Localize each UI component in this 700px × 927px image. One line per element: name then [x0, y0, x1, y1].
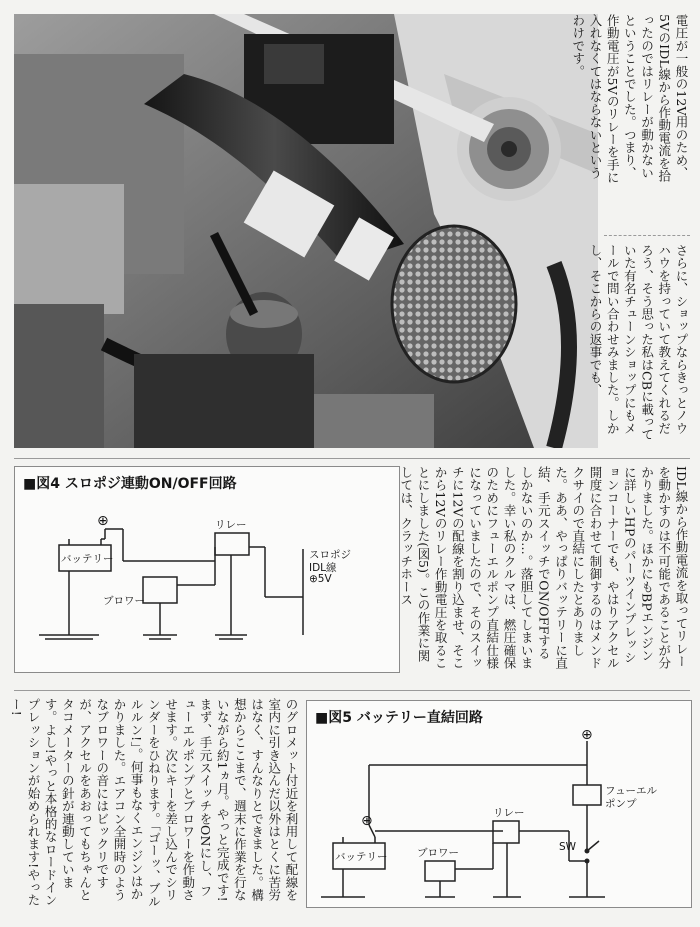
figure-5-title: ■図5 バッテリー直結回路 [315, 710, 483, 726]
figure-5-pump-line2: ポンプ [605, 798, 637, 810]
figure-4-sensor-line1: スロポジ [309, 549, 351, 561]
section-divider [14, 458, 690, 459]
figure-5-pump-line1: フューエル [605, 785, 657, 797]
engine-bay-photo [14, 14, 598, 448]
text-column-bottom: のグロメット付近を利用して配線を室内に引き込んだ以外はとくに苦労はなく、すんなりとできました。構想からここまで、週末に作業を行ないながら約1ヵ月。やっと完成です!まず、手元スイッチをONにし、フューエルポンプとブロワーを作動させます。次にキーを差し込んでシリンダーをひねります。「ゴーッ、ブルルルン!」。何事もなくエンジンはかかりました。エアコン全開時のようなブロワーの音にはビックリですが、アクセルをあおってもちゃんとタコメーターの針が連動しています。よし!やっと本格的なロードインプレッションが始められます!やったー! [8, 698, 299, 908]
text-column-top-right-2: さらに、ショップならきっとノウハウを持っていて教えてくれるだろう、そう思った私はCBに載っていた有名チューンショップにもメールで問い合わせみました。しかし、そこからの返事でも、 [587, 244, 689, 441]
figure-5-switch-label: SW [559, 841, 577, 853]
figure-4-circuit [15, 467, 399, 672]
engine-bay-illustration [14, 14, 598, 448]
section-divider-bottom [14, 690, 690, 691]
text-column-middle-right: IDL線から作動電流を取ってリレーを動かすのは不可能であることが分かりました。ほかにもBPエンジンに詳しいHPのパーツインプレッションコーナーでも、やはりアクセル開度に合わせて制御するのはメンドクサイので直結にしたとありました。ああ、やっぱりバッテリーに直結、手元スイッチでON/OFFするしかないのか…。落胆してしまいました。幸い私のクルマは、燃圧確保のためにフューエルポンプ直結仕様になっていましたので、そのスイッチに12Vの配線を割り込ませ、そこから12Vのリレー作動電圧を取ることにしました(図5)。この作業に関しては、クラッチホース [398, 466, 689, 670]
figure-4-sensor-line3: ⊕5V [309, 573, 332, 585]
figure-5-battery-label: バッテリー [335, 851, 388, 863]
figure-5-box [306, 700, 692, 908]
text-column-top-right-1: 電圧が一般の12V用のため、5VのIDL線から作動電流を拾ったのではリレーが動かないということでした。つまり、作動電圧が5Vのリレーを手に入れなくてはならないというわけです。 [570, 14, 689, 184]
figure-4-title: ■図4 スロポジ連動ON/OFF回路 [23, 476, 237, 492]
column-divider [604, 235, 690, 236]
figure-5-plus-top: ⊕ [581, 727, 593, 743]
figure-4-plus: ⊕ [97, 513, 109, 529]
figure-4-box [14, 466, 400, 673]
figure-5-plus-battery: ⊕ [361, 813, 373, 829]
figure-4-battery-label: バッテリー [61, 553, 114, 565]
figure-5-blower-label: ブロワー [417, 847, 459, 859]
figure-4-relay-label: リレー [215, 519, 247, 531]
figure-4-sensor-line2: IDL線 [309, 562, 337, 574]
figure-5-relay-label: リレー [493, 807, 525, 819]
figure-4-blower-label: ブロワー [103, 595, 145, 607]
